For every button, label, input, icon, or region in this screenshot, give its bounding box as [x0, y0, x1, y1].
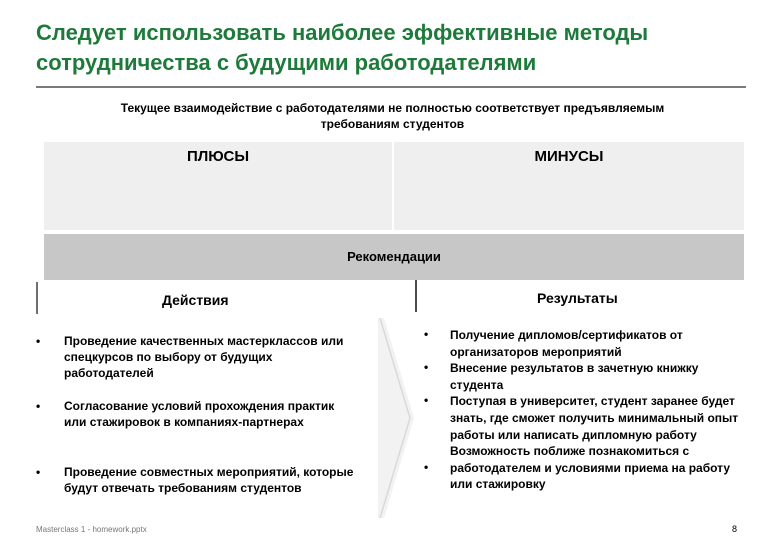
- bullet: •: [424, 393, 429, 407]
- action-text-3: Проведение совместных мероприятий, которые будут отвечать требованиям студентов: [64, 465, 354, 495]
- subtitle-line-1: Текущее взаимодействие с работодателями не полностью соответствует предъявляемым: [120, 101, 665, 115]
- recommendations-bar: Рекомендации: [44, 234, 744, 280]
- slide-subtitle: [40, 100, 745, 132]
- slide-title-line-1: Следует использовать наиболее эффективные методы: [36, 20, 649, 45]
- title-divider: [36, 86, 746, 88]
- result-item-1: Получение дипломов/сертификатов от организаторов мероприятий: [450, 328, 683, 359]
- result-item-3: Поступая в университет, студент заранее будет знать, где сможет получить минимальный опыт работы или написать дипломную работу: [450, 394, 739, 442]
- actions-header: [36, 282, 390, 314]
- footer-filename: Masterclass 1 - homework.pptx: [36, 525, 147, 534]
- cons-box: [394, 142, 744, 230]
- action-text-1: Проведение качественных мастерклассов или спецкурсов по выбору от будущих работодателей: [64, 334, 344, 380]
- action-text-2: Согласование условий прохождения практик или стажировок в компаниях-партнерах: [64, 399, 335, 429]
- slide-title-line-2: сотрудничества с будущими работодателями: [36, 50, 537, 75]
- slide-title: [36, 18, 756, 78]
- cons-label: МИНУСЫ: [534, 148, 604, 165]
- pros-box: [44, 142, 392, 230]
- bullet: •: [36, 399, 41, 413]
- results-header-label: Результаты: [537, 290, 618, 306]
- bullet: •: [424, 360, 429, 374]
- chevron-arrow-icon: [378, 318, 414, 518]
- page-number: 8: [732, 524, 738, 534]
- bullet: •: [424, 460, 429, 474]
- results-header: [415, 280, 747, 312]
- pros-label: ПЛЮСЫ: [186, 148, 250, 165]
- bullet: •: [36, 465, 41, 479]
- subtitle-line-2: требованиям студентов: [320, 117, 465, 131]
- results-list: [450, 327, 745, 493]
- bullet: •: [36, 334, 41, 348]
- actions-header-label: Действия: [162, 292, 229, 308]
- result-item-4: Возможность поближе познакомиться с работодателем и условиями приема на работу или стажировку: [450, 444, 731, 492]
- result-item-2: Внесение результатов в зачетную книжку студента: [450, 361, 699, 392]
- bullet: •: [424, 327, 429, 341]
